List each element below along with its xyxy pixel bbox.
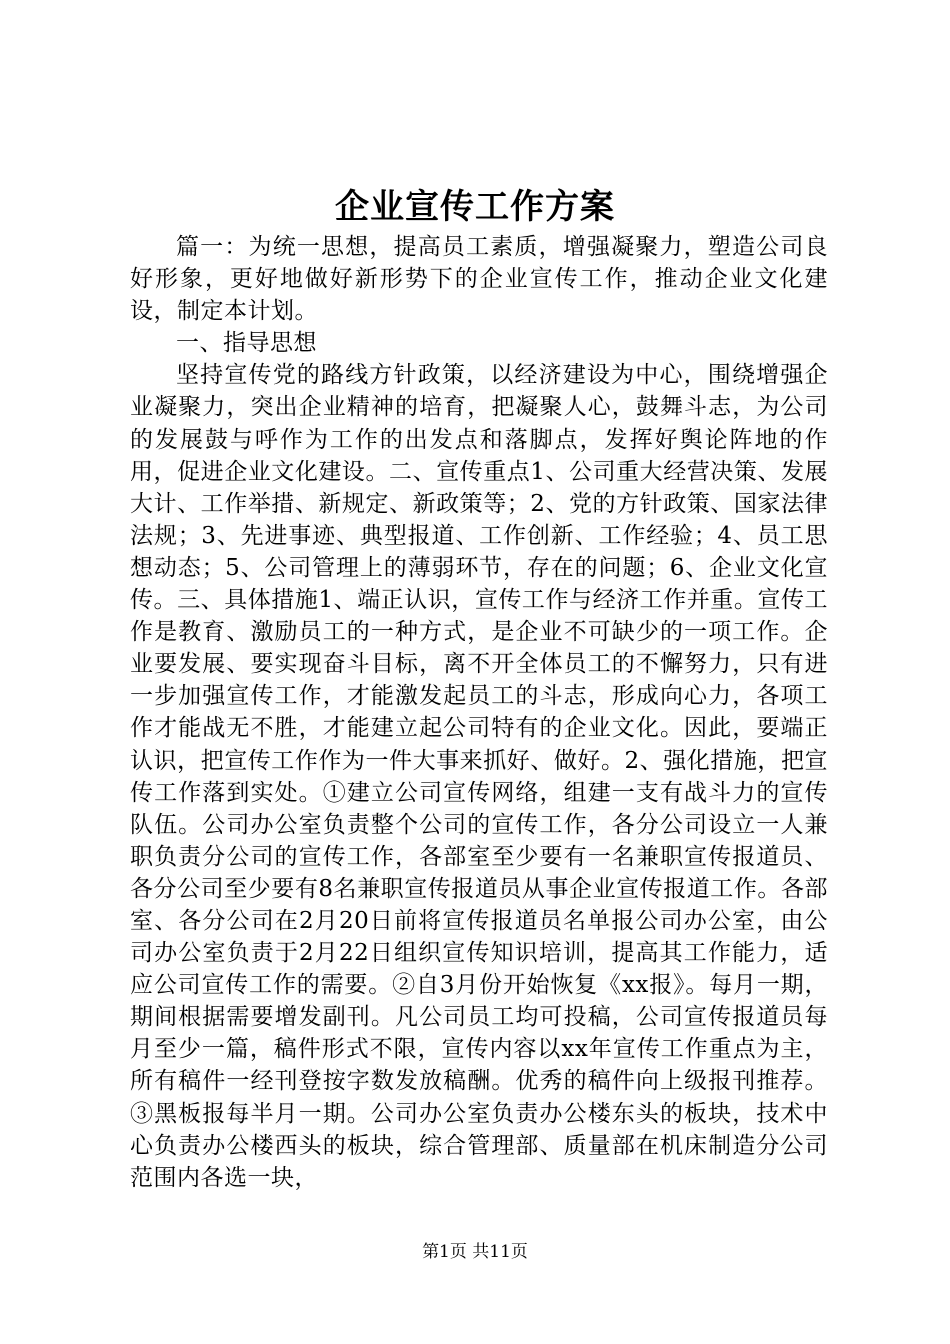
paragraph-main-content: 坚持宣传党的路线方针政策，以经济建设为中心，围绕增强企业凝聚力，突出企业精神的培育，把凝聚人心，鼓舞斗志，为公司的发展鼓与呼作为工作的出发点和落脚点，发挥好舆论阵地的作用，促进企业文化建设。二、宣传重点1、公司重大经营决策、发展大计、工作举措、新规定、新政策等；2、党的方针政策、国家法律法规；3、先进事迹、典型报道、工作创新、工作经验；4、员工思想动态；5、公司管理上的薄弱环节，存在的问题；6、企业文化宣传。三、具体措施1、端正认识，宣传工作与经济工作并重。宣传工作是教育、激励员工的一种方式，是企业不可缺少的一项工作。企业要发展、要实现奋斗目标，离不开全体员工的不懈努力，只有进一步加强宣传工作，才能激发起员工的斗志，形成向心力，各项工作才能战无不胜，才能建立起公司特有的企业文化。因此，要端正认识，把宣传工作作为一件大事来抓好、做好。2、强化措施，把宣传工作落到实处。①建立公司宣传网络，组建一支有战斗力的宣传队伍。公司办公室负责整个公司的宣传工作，各分公司设立一人兼职负责分公司的宣传工作，各部室至少要有一名兼职宣传报道员、各分公司至少要有8名兼职宣传报道员从事企业宣传报道工作。各部室、各分公司在2月20日前将宣传报道员名单报公司办公室，由公司办公室负责于2月22日组织宣传知识培训，提高其工作能力，适应公司宣传工作的需要。②自3月份开始恢复《xx报》。每月一期，期间根据需要增发副刊。凡公司员工均可投稿，公司宣传报道员每月至少一篇，稿件形式不限，宣传内容以xx年宣传工作重点为主，所有稿件一经刊登按字数发放稿酬。优秀的稿件向上级报刊推荐。③黑板报每半月一期。公司办公室负责办公楼东头的板块，技术中心负责办公楼西头的板块，综合管理部、质量部在机床制造分公司范围内各选一块， bbox=[130, 362, 828, 1191]
document-title: 企业宣传工作方案 bbox=[335, 187, 615, 227]
document-body bbox=[130, 231, 828, 1194]
page-number-footer: 第1页 共11页 bbox=[422, 1242, 528, 1262]
paragraph-intro: 篇一：为统一思想，提高员工素质，增强凝聚力，塑造公司良好形象，更好地做好新形势下的企业宣传工作，推动企业文化建设，制定本计划。 bbox=[130, 234, 828, 325]
paragraph-heading-guiding-thought: 一、指导思想 bbox=[176, 330, 317, 357]
